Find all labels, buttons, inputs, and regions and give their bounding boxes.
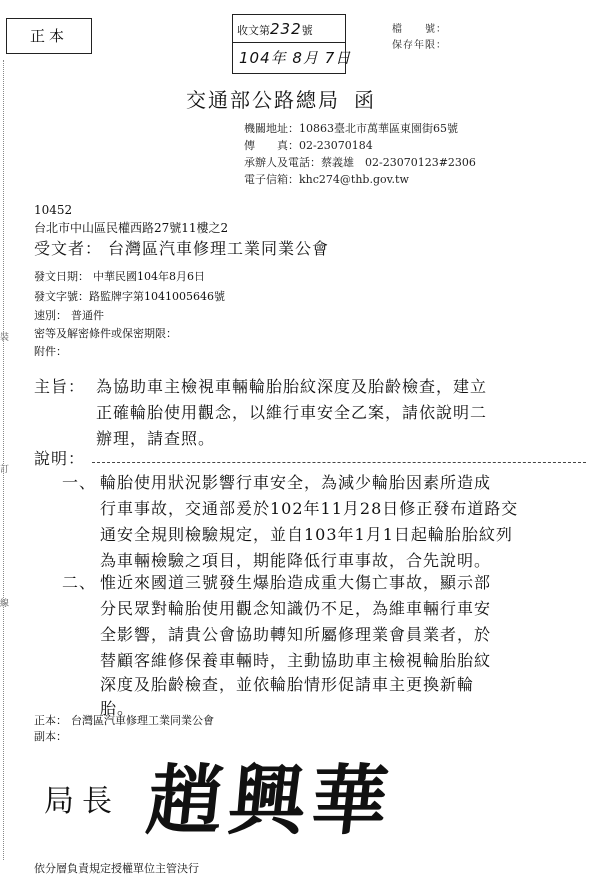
document-number: 發文字號：路監牌字第1041005646號 <box>34 290 225 303</box>
binding-line <box>3 60 4 860</box>
signatory-name: 趙興華 <box>142 756 399 845</box>
meta-contact: 承辦人及電話：蔡義雄 02-23070123#2306 <box>244 156 476 169</box>
recipient-postal-code: 10452 <box>34 203 73 217</box>
meta-address: 機關地址：10863臺北市萬華區東園街65號 <box>244 122 458 135</box>
recipient-name: 台灣區汽車修理工業同業公會 <box>108 239 330 258</box>
confidentiality: 密等及解密條件或保密期限： <box>34 327 177 340</box>
binding-mark: 裝 <box>0 333 10 343</box>
recipient-label: 受文者： <box>34 239 103 258</box>
item-number: 一、 <box>62 473 97 492</box>
receipt-prefix: 收文第 <box>237 24 270 37</box>
item-line: 替顧客維修保養車輛時，主動協助車主檢視輪胎胎紋 <box>100 651 492 670</box>
subject-line: 正確輪胎使用觀念，以維行車安全乙案，請依說明二 <box>96 403 488 422</box>
meta-fax: 傳 真：02-23070184 <box>244 139 373 152</box>
explanation-label: 說明： <box>34 449 86 468</box>
original-copy-box: 正本 <box>6 18 92 54</box>
receipt-number-row <box>233 15 345 43</box>
recipient <box>34 236 329 259</box>
distribution-original: 正本： 台灣區汽車修理工業同業公會 <box>34 714 214 727</box>
receipt-stamp <box>232 14 352 74</box>
item-line: 行車事故，交通部爰於102年11月28日修正發布道路交 <box>100 499 519 518</box>
explanation-rule <box>92 462 586 463</box>
item-line: 胎。 <box>100 699 135 718</box>
item-line: 為車輛檢驗之項目，期能降低行車事故，合先說明。 <box>100 551 492 570</box>
recipient-address: 台北市中山區民權西路27號11樓之2 <box>34 221 229 235</box>
item-line: 通安全規則檢驗規定，並自103年1月1日起輪胎胎紋列 <box>100 525 513 544</box>
receipt-number: 232 <box>270 20 302 38</box>
item-line: 惟近來國道三號發生爆胎造成重大傷亡事故，顯示部 <box>100 573 492 592</box>
receipt-date: 104年 8月 7日 <box>239 49 352 67</box>
document-type: 函 <box>354 88 376 112</box>
item-line: 分民眾對輪胎使用觀念知識仍不足，為維車輛行車安 <box>100 599 492 618</box>
item-line: 全影響，請貴公會協助轉知所屬修理業會員業者，於 <box>100 625 492 644</box>
urgency: 速別： 普通件 <box>34 309 104 322</box>
meta-email: 電子信箱：khc274@thb.gov.tw <box>244 173 409 186</box>
item-line: 輪胎使用狀況影響行車安全，為減少輪胎因素所造成 <box>100 473 492 492</box>
file-number-label: 檔 號： <box>392 24 447 35</box>
receipt-suffix: 號 <box>301 24 313 37</box>
binding-mark: 線 <box>0 599 10 609</box>
item-line: 深度及胎齡檢查，並依輪胎情形促請車主更換新輪 <box>100 675 475 694</box>
issue-date: 發文日期： 中華民國104年8月6日 <box>34 270 205 283</box>
issuing-organization: 交通部公路總局 <box>186 88 340 112</box>
letterhead-title <box>186 84 376 113</box>
subject-label: 主旨： <box>34 377 86 396</box>
signatory-title: 局長 <box>44 784 120 819</box>
authorization-note: 依分層負責規定授權單位主管決行 <box>34 862 199 875</box>
item-number: 二、 <box>62 573 97 592</box>
retention-label: 保存年限： <box>392 40 447 51</box>
subject-line: 為協助車主檢視車輛輪胎胎紋深度及胎齡檢查，建立 <box>96 377 488 396</box>
attachments: 附件： <box>34 345 67 358</box>
binding-mark: 訂 <box>0 465 10 475</box>
distribution-copy: 副本： <box>34 730 67 743</box>
subject-line: 辦理，請查照。 <box>96 429 216 448</box>
